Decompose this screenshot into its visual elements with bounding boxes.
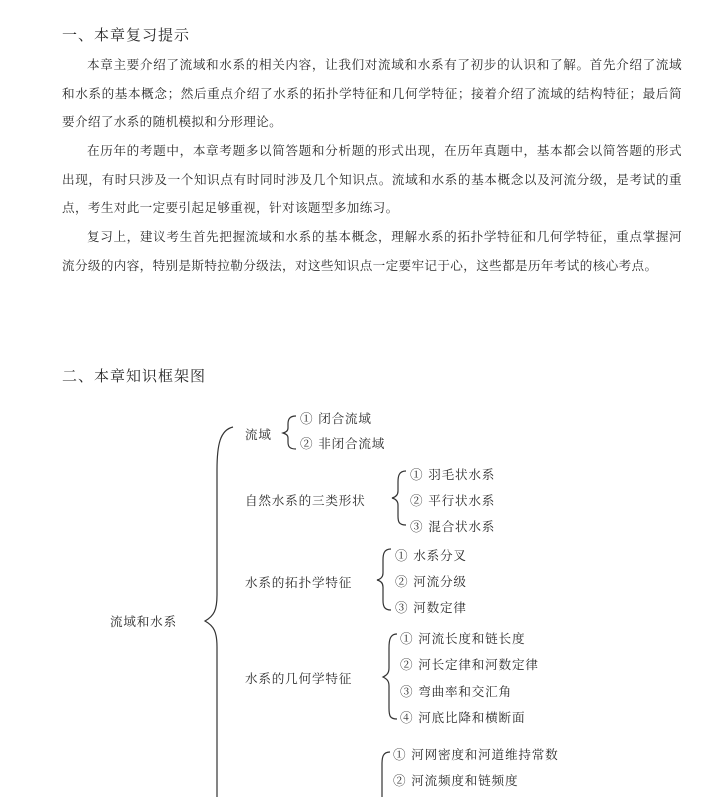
paragraph-review-advice: 复习上，建议考生首先把握流域和水系的基本概念，理解水系的拓扑学特征和几何学特征，重点掌握河流分级的内容，特别是斯特拉勒分级法，对这些知识点一定要牢记于心，这些都是历年考试的核心考点。	[62, 229, 682, 273]
topology-item: ③ 河数定律	[395, 600, 467, 615]
brace-structure	[382, 752, 390, 797]
brace-basin	[283, 416, 296, 449]
section-heading-review-tips: 一、本章复习提示	[62, 26, 191, 44]
brace-topology	[377, 549, 391, 610]
structure-item: ② 河流频度和链频度	[393, 773, 519, 788]
branch-geometry: 水系的几何学特征	[245, 671, 353, 686]
geometry-item: ① 河流长度和链长度	[400, 631, 526, 646]
paragraph-intro: 本章主要介绍了流域和水系的相关内容，让我们对流域和水系有了初步的认识和了解。首先介绍了流域和水系的基本概念；然后重点介绍了水系的拓扑学特征和几何学特征；接着介绍了流域的结构特征；最后简要介绍了水系的随机模拟和分形理论。	[62, 57, 682, 129]
branch-basin: 流域	[245, 427, 272, 442]
basin-item: ② 非闭合流域	[300, 436, 386, 451]
shapes-item: ① 羽毛状水系	[410, 467, 496, 482]
brace-geometry	[383, 634, 397, 719]
topology-item: ② 河流分级	[395, 574, 467, 589]
structure-item: ① 河网密度和河道维持常数	[393, 747, 559, 762]
root-label: 流域和水系	[110, 614, 177, 629]
branch-shapes: 自然水系的三类形状	[245, 493, 366, 508]
branch-topology: 水系的拓扑学特征	[245, 575, 353, 590]
basin-item: ① 闭合流域	[300, 411, 372, 426]
geometry-item: ④ 河底比降和横断面	[400, 710, 526, 725]
shapes-item: ② 平行状水系	[410, 493, 496, 508]
section-heading-framework: 二、本章知识框架图	[62, 367, 207, 385]
topology-item: ① 水系分叉	[395, 548, 467, 563]
brace-shapes	[392, 471, 406, 525]
geometry-item: ③ 弯曲率和交汇角	[400, 684, 512, 699]
shapes-item: ③ 混合状水系	[410, 519, 496, 534]
geometry-item: ② 河长定律和河数定律	[400, 657, 539, 672]
paragraph-exam-trends: 在历年的考题中，本章考题多以简答题和分析题的形式出现，在历年真题中，基本都会以简答题的形式出现，有时只涉及一个知识点有时同时涉及几个知识点。流域和水系的基本概念以及河流分级，是考试的重点，考生对此一定要引起足够重视，针对该题型多加练习。	[62, 143, 682, 215]
root-brace	[205, 427, 233, 797]
